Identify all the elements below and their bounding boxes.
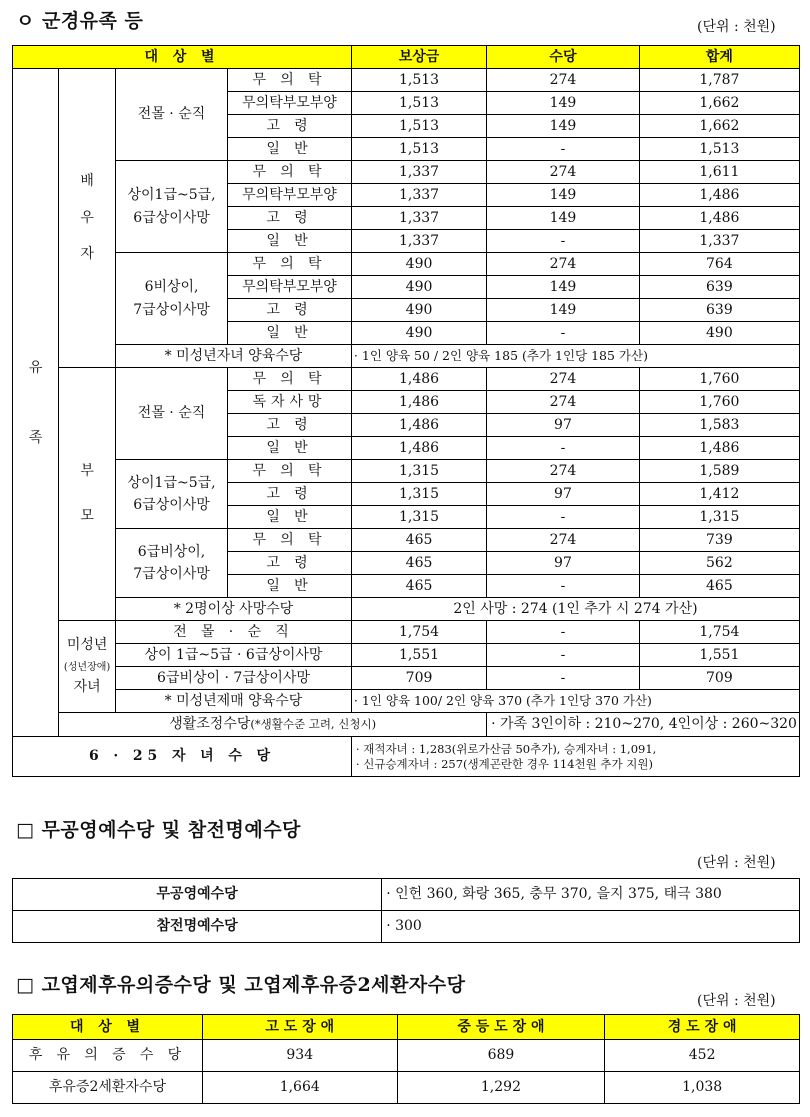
minor-line3: 자녀 [73, 679, 101, 695]
value-cell: 149 [487, 207, 640, 230]
header-total: 합계 [639, 46, 799, 69]
spouse-sub-c-line1: 6비상이, [144, 279, 199, 296]
cat-il: 일 반 [228, 437, 352, 460]
section3-unit: (단위 : 천원) [697, 993, 776, 1009]
cat-mu: 무 의 탁 [228, 529, 352, 552]
parent-sub-b-line2: 6급상이사망 [133, 497, 210, 513]
minor-line2: (성년장애) [63, 662, 111, 673]
table-row [13, 667, 800, 690]
minor-r1-label: 전 몰 · 순 직 [116, 621, 352, 644]
value-cell: - [487, 322, 640, 345]
value-cell: 764 [639, 253, 799, 276]
value-cell: 1,337 [351, 230, 486, 253]
value-cell: 274 [487, 161, 640, 184]
parent-sub-b-line1: 상이1급~5급, [127, 474, 216, 491]
parent-sub-c-line2: 7급상이사망 [133, 566, 210, 582]
row2-value: · 300 [382, 911, 800, 943]
value-cell: 1,315 [351, 506, 486, 529]
table-row [13, 1072, 800, 1104]
section2-title: □ 무공영예수당 및 참전명예수당 [16, 819, 301, 841]
value-cell: 465 [351, 529, 486, 552]
war-value-line1: · 재적자녀 : 1,283(위로가산금 50추가), 승계자녀 : 1,091, [355, 741, 657, 756]
table-row [13, 345, 800, 368]
spouse-sub-b-line1: 상이1급~5급, [127, 187, 216, 204]
section1-title: ㅇ 군경유족 등 [16, 10, 144, 32]
value-cell: 1,611 [639, 161, 799, 184]
table-row [13, 644, 800, 667]
spouse-sub-a: 전몰 · 순직 [116, 69, 228, 161]
value-cell: 1,038 [605, 1072, 800, 1104]
value-cell: 639 [639, 276, 799, 299]
spouse-note-label: * 미성년자녀 양육수당 [116, 345, 352, 368]
cat-go: 고 령 [228, 115, 352, 138]
value-cell: - [487, 621, 640, 644]
section3-title: □ 고엽제후유의증수당 및 고엽제후유증2세환자수당 [16, 974, 466, 996]
value-cell: 1,551 [351, 644, 486, 667]
cat-mubu: 무의탁부모부양 [228, 276, 352, 299]
value-cell: 1,589 [639, 460, 799, 483]
value-cell: 452 [605, 1040, 800, 1072]
cat-mu: 무 의 탁 [228, 161, 352, 184]
minor-r2-label: 상이 1급~5급 · 6급상이사망 [116, 644, 352, 667]
value-cell: 1,337 [351, 207, 486, 230]
value-cell: 1,787 [639, 69, 799, 92]
table-row [13, 69, 800, 92]
value-cell: 465 [639, 575, 799, 598]
value-cell: 1,337 [639, 230, 799, 253]
war-children-label: 6 · 25 자 녀 수 당 [13, 737, 352, 777]
cat-il: 일 반 [228, 138, 352, 161]
cat-mu: 무 의 탁 [228, 368, 352, 391]
cat-go: 고 령 [228, 552, 352, 575]
value-cell: 709 [639, 667, 799, 690]
cat-go: 고 령 [228, 207, 352, 230]
table-row [13, 690, 800, 713]
value-cell: 1,662 [639, 92, 799, 115]
value-cell: 465 [351, 575, 486, 598]
value-cell: 1,760 [639, 391, 799, 414]
value-cell: 1,513 [351, 115, 486, 138]
table-row [13, 737, 800, 777]
section1-unit: (단위 : 천원) [697, 19, 776, 35]
table-row [13, 598, 800, 621]
table-row [13, 253, 800, 276]
value-cell: 1,315 [351, 483, 486, 506]
row-label: 후 유 의 증 수 당 [13, 1040, 203, 1072]
value-cell: 149 [487, 184, 640, 207]
cat-go: 고 령 [228, 414, 352, 437]
value-cell: - [487, 506, 640, 529]
spouse-sub-c-line2: 7급상이사망 [133, 301, 210, 318]
header-severe: 고 도 장 애 [202, 1015, 397, 1040]
group-parent: 부 모 [59, 368, 116, 621]
value-cell: - [487, 437, 640, 460]
war-value-line2: · 신규승계자녀 : 257(생계곤란한 경우 114천원 추가 지원) [355, 756, 653, 771]
value-cell: 1,337 [351, 161, 486, 184]
value-cell: 1,551 [639, 644, 799, 667]
spouse-sub-c [116, 253, 228, 345]
row-label: 후유증2세환자수당 [13, 1072, 203, 1104]
minor-note-label: * 미성년제매 양육수당 [116, 690, 352, 713]
header-row [13, 46, 800, 69]
value-cell: 490 [351, 276, 486, 299]
row2-label: 참전명예수당 [13, 911, 382, 943]
table-row [13, 713, 800, 737]
value-cell: 562 [639, 552, 799, 575]
living-label-small: (*생활수준 고려, 신청시) [250, 717, 377, 732]
value-cell: 1,513 [639, 138, 799, 161]
group-spouse: 배 우 자 [59, 69, 116, 368]
value-cell: 274 [487, 368, 640, 391]
value-cell: 1,486 [351, 391, 486, 414]
value-cell: - [487, 667, 640, 690]
cat-il: 일 반 [228, 322, 352, 345]
value-cell: - [487, 138, 640, 161]
bereaved-family-table [12, 45, 800, 777]
value-cell: 465 [351, 552, 486, 575]
cat-mu: 무 의 탁 [228, 460, 352, 483]
cat-mubu: 무의탁부모부양 [228, 184, 352, 207]
value-cell: 1,583 [639, 414, 799, 437]
table-row [13, 911, 800, 943]
parent-note-label: * 2명이상 사망수당 [116, 598, 352, 621]
cat-dok: 독자사망 [228, 391, 352, 414]
value-cell: 490 [639, 322, 799, 345]
table-row [13, 460, 800, 483]
value-cell: 97 [487, 483, 640, 506]
value-cell: 97 [487, 552, 640, 575]
value-cell: 689 [397, 1040, 605, 1072]
table-row [13, 621, 800, 644]
parent-sub-c [116, 529, 228, 598]
living-label [59, 713, 487, 737]
honor-allowance-table [12, 878, 800, 943]
table-row [13, 879, 800, 911]
value-cell: 1,315 [639, 506, 799, 529]
value-cell: - [487, 644, 640, 667]
value-cell: 1,315 [351, 460, 486, 483]
value-cell: 1,760 [639, 368, 799, 391]
value-cell: 149 [487, 115, 640, 138]
cat-il: 일 반 [228, 575, 352, 598]
header-compensation: 보상금 [351, 46, 486, 69]
parent-note-value: 2인 사망 : 274 (1인 추가 시 274 가산) [351, 598, 799, 621]
section2-unit: (단위 : 천원) [697, 855, 776, 871]
parent-sub-b [116, 460, 228, 529]
row1-value: · 인헌 360, 화랑 365, 충무 370, 을지 375, 태극 380 [382, 879, 800, 911]
value-cell: 274 [487, 391, 640, 414]
cat-il: 일 반 [228, 230, 352, 253]
value-cell: 1,664 [202, 1072, 397, 1104]
minor-r3-label: 6급비상이 · 7급상이사망 [116, 667, 352, 690]
value-cell: 639 [639, 299, 799, 322]
value-cell: 1,754 [351, 621, 486, 644]
value-cell: 149 [487, 299, 640, 322]
value-cell: - [487, 575, 640, 598]
value-cell: 739 [639, 529, 799, 552]
value-cell: 1,513 [351, 138, 486, 161]
cat-mu: 무 의 탁 [228, 69, 352, 92]
value-cell: 1,754 [639, 621, 799, 644]
minor-line1: 미성년 [66, 637, 108, 653]
header-mild: 경 도 장 애 [605, 1015, 800, 1040]
value-cell: 149 [487, 276, 640, 299]
value-cell: 1,486 [351, 437, 486, 460]
group-minor [59, 621, 116, 713]
agent-orange-table [12, 1014, 800, 1104]
value-cell: 1,486 [639, 207, 799, 230]
row1-label: 무공영예수당 [13, 879, 382, 911]
value-cell: 274 [487, 529, 640, 552]
value-cell: 1,486 [639, 437, 799, 460]
spouse-sub-b-line2: 6급상이사망 [133, 209, 210, 226]
value-cell: 274 [487, 253, 640, 276]
value-cell: 490 [351, 253, 486, 276]
value-cell: - [487, 230, 640, 253]
header-target: 대 상 별 [13, 46, 352, 69]
cat-il: 일 반 [228, 506, 352, 529]
value-cell: 1,486 [351, 414, 486, 437]
value-cell: 97 [487, 414, 640, 437]
value-cell: 1,513 [351, 69, 486, 92]
parent-sub-a: 전몰 · 순직 [116, 368, 228, 460]
group-yujok: 유 족 [13, 69, 59, 737]
value-cell: 1,292 [397, 1072, 605, 1104]
value-cell: 274 [487, 460, 640, 483]
header-target: 대 상 별 [13, 1015, 203, 1040]
value-cell: 1,662 [639, 115, 799, 138]
cat-go: 고 령 [228, 483, 352, 506]
header-allowance: 수당 [487, 46, 640, 69]
spouse-note-value: · 1인 양육 50 / 2인 양육 185 (추가 1인당 185 가산) [351, 345, 799, 368]
header-row [13, 1015, 800, 1040]
value-cell: 1,486 [351, 368, 486, 391]
cat-mubu: 무의탁부모부양 [228, 92, 352, 115]
value-cell: 490 [351, 322, 486, 345]
value-cell: 1,412 [639, 483, 799, 506]
spouse-sub-b [116, 161, 228, 253]
living-label-main: 생활조정수당 [169, 716, 251, 733]
table-row [13, 529, 800, 552]
cat-mu: 무 의 탁 [228, 253, 352, 276]
living-value: · 가족 3인이하 : 210~270, 4인이상 : 260~320 [487, 713, 800, 737]
value-cell: 274 [487, 69, 640, 92]
war-children-value [351, 737, 799, 777]
table-row [13, 368, 800, 391]
value-cell: 709 [351, 667, 486, 690]
table-row [13, 161, 800, 184]
minor-note-value: · 1인 양육 100/ 2인 양육 370 (추가 1인당 370 가산) [351, 690, 799, 713]
value-cell: 934 [202, 1040, 397, 1072]
cat-go: 고 령 [228, 299, 352, 322]
value-cell: 149 [487, 92, 640, 115]
table-row [13, 1040, 800, 1072]
parent-sub-c-line1: 6급비상이, [137, 543, 206, 560]
value-cell: 490 [351, 299, 486, 322]
value-cell: 1,337 [351, 184, 486, 207]
value-cell: 1,513 [351, 92, 486, 115]
header-moderate: 중 등 도 장 애 [397, 1015, 605, 1040]
value-cell: 1,486 [639, 184, 799, 207]
